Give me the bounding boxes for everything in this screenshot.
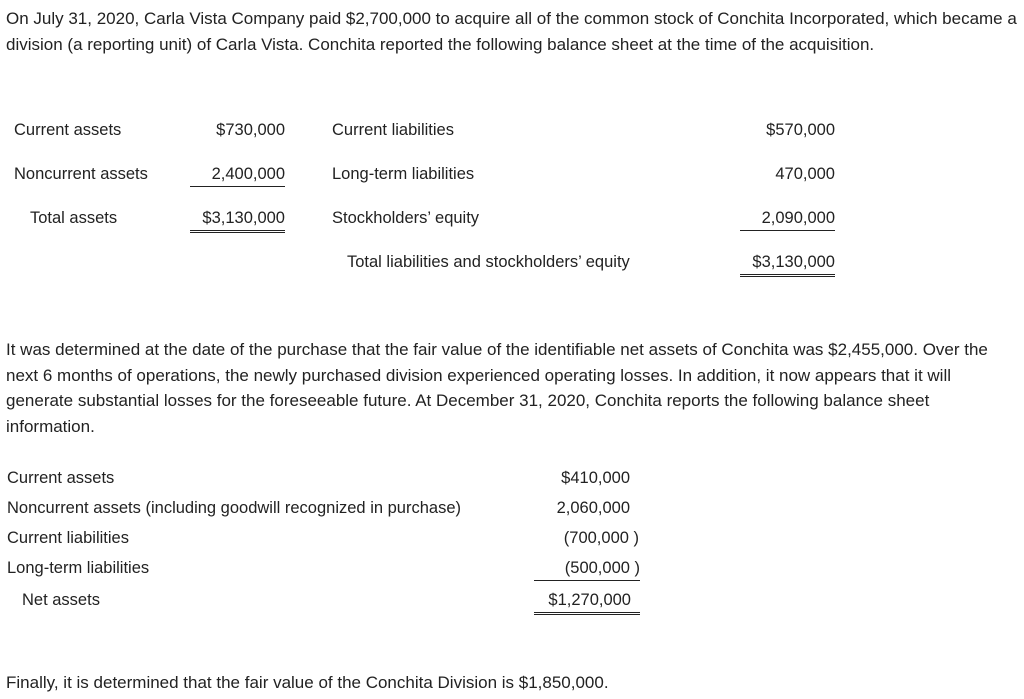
ye-label-current-liabilities: Current liabilities — [7, 529, 129, 547]
ye-label-longterm-liabilities: Long-term liabilities — [7, 559, 150, 577]
asset-value-noncurrent: 2,400,000 — [190, 165, 285, 187]
ye-value-current-liabilities: (700,000 ) — [563, 529, 639, 547]
asset-value-current: $730,000 — [216, 121, 285, 139]
liability-label-longterm: Long-term liabilities — [332, 165, 475, 183]
asset-value-total: $3,130,000 — [190, 209, 285, 233]
ye-label-current-assets: Current assets — [7, 469, 115, 487]
ye-value-net-assets: $1,270,000 — [534, 591, 640, 615]
ye-label-noncurrent-assets: Noncurrent assets (including goodwill recognized in purchase) — [7, 499, 461, 517]
middle-paragraph: It was determined at the date of the purchase that the fair value of the identifiable net assets of Conchita was $2,455,000. Over the next 6 months of operations, the newly purchased division experienced operating losses. In addition, it now appears that it will generate substantial losses for the foreseeable future. At December 31, 2020, Conchita reports the following balance sheet information. — [6, 340, 988, 436]
asset-label-current: Current assets — [14, 121, 122, 139]
total-liabilities-equity-value: $3,130,000 — [740, 253, 835, 277]
final-paragraph: Finally, it is determined that the fair value of the Conchita Division is $1,850,000. — [6, 673, 609, 692]
liability-label-current: Current liabilities — [332, 121, 454, 139]
ye-value-longterm-liabilities: (500,000 ) — [534, 559, 640, 581]
equity-label: Stockholders’ equity — [332, 209, 480, 227]
ye-label-net-assets: Net assets — [22, 591, 100, 609]
liability-value-current: $570,000 — [766, 121, 835, 139]
asset-label-noncurrent: Noncurrent assets — [14, 165, 148, 183]
liability-value-longterm: 470,000 — [775, 165, 835, 183]
ye-value-current-assets: $410,000 — [561, 469, 630, 487]
intro-paragraph: On July 31, 2020, Carla Vista Company paid $2,700,000 to acquire all of the common stock of Conchita Incorporated, which became a division (a reporting unit) of Carla Vista. Conchita reported the following balance sheet at the time of the acquisition. — [6, 9, 1017, 54]
ye-value-noncurrent-assets: 2,060,000 — [556, 499, 630, 517]
total-liabilities-equity-label: Total liabilities and stockholders’ equity — [347, 253, 630, 271]
asset-label-total: Total assets — [30, 209, 118, 227]
equity-value: 2,090,000 — [740, 209, 835, 231]
